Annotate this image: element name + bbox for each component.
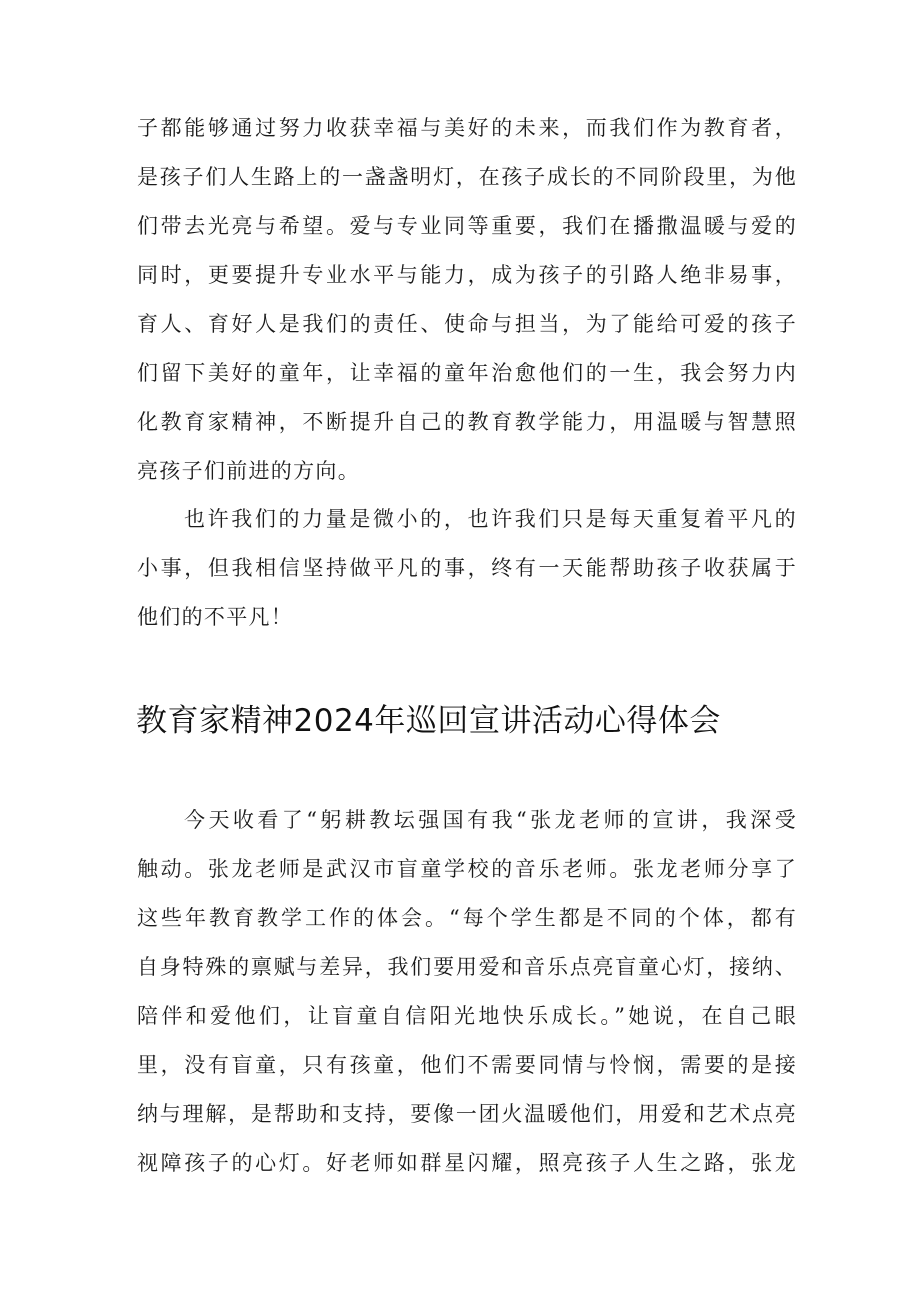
- paragraph-line: 化教育家精神，不断提升自己的教育教学能力，用温暖与智慧照: [137, 410, 797, 434]
- section-title: 教育家精神2024年巡回宣讲活动心得体会: [136, 703, 721, 739]
- paragraph-line: 里，没有盲童，只有孩童，他们不需要同情与怜悯，需要的是接: [137, 1053, 797, 1077]
- paragraph-line: 他们的不平凡！: [137, 605, 294, 629]
- paragraph-line: 视障孩子的心灯。好老师如群星闪耀，照亮孩子人生之路，张龙: [137, 1151, 797, 1175]
- paragraph-line: 们带去光亮与希望。爱与专业同等重要，我们在播撒温暖与爱的: [137, 214, 797, 238]
- paragraph-line: 育人、育好人是我们的责任、使命与担当，为了能给可爱的孩子: [137, 312, 797, 336]
- paragraph-line: 小事，但我相信坚持做平凡的事，终有一天能帮助孩子收获属于: [137, 556, 797, 580]
- paragraph-line: 今天收看了“躬耕教坛强国有我“张龙老师的宣讲，我深受: [184, 808, 797, 832]
- paragraph-line: 也许我们的力量是微小的，也许我们只是每天重复着平凡的: [184, 507, 797, 531]
- paragraph-line: 触动。张龙老师是武汉市盲童学校的音乐老师。张龙老师分享了: [137, 857, 797, 881]
- paragraph-line: 这些年教育教学工作的体会。“每个学生都是不同的个体，都有: [137, 906, 797, 930]
- paragraph-line: 同时，更要提升专业水平与能力，成为孩子的引路人绝非易事，: [137, 263, 797, 287]
- paragraph-line: 们留下美好的童年，让幸福的童年治愈他们的一生，我会努力内: [137, 361, 797, 385]
- paragraph-line: 纳与理解，是帮助和支持，要像一团火温暖他们，用爱和艺术点亮: [137, 1102, 797, 1126]
- paragraph-line: 陪伴和爱他们，让盲童自信阳光地快乐成长。”她说，在自己眼: [137, 1004, 797, 1028]
- paragraph-line: 亮孩子们前进的方向。: [137, 459, 360, 483]
- paragraph-line: 子都能够通过努力收获幸福与美好的未来，而我们作为教育者，: [137, 116, 797, 140]
- paragraph-line: 是孩子们人生路上的一盏盏明灯，在孩子成长的不同阶段里，为他: [137, 165, 797, 189]
- paragraph-line: 自身特殊的禀赋与差异，我们要用爱和音乐点亮盲童心灯，接纳、: [137, 955, 797, 979]
